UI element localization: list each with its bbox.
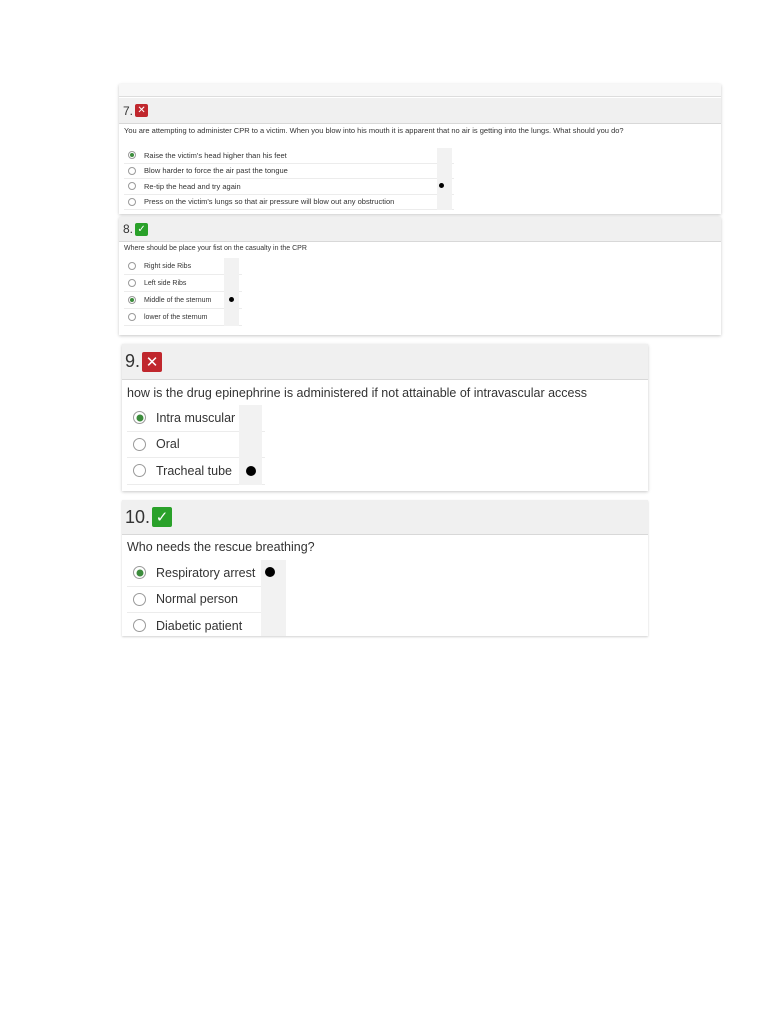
correct-answer-dot-icon	[439, 183, 444, 188]
question-number: 8.	[123, 222, 134, 236]
question-7-options	[124, 148, 454, 210]
question-9-text: how is the drug epinephrine is administered if not attainable of intravascular access	[127, 386, 587, 400]
question-9-header	[122, 344, 648, 380]
question-8-options	[124, 258, 242, 326]
option-label: Diabetic patient	[156, 618, 243, 633]
correct-check-icon: ✓	[135, 223, 148, 236]
previous-question-remnant	[119, 84, 721, 97]
answer-option[interactable]	[124, 179, 454, 195]
radio-icon[interactable]	[133, 464, 146, 477]
radio-icon[interactable]	[128, 313, 136, 321]
question-10-options	[127, 560, 282, 636]
question-8-card	[119, 217, 721, 335]
option-label: Press on the victim's lungs so that air pressure will blow out any obstruction	[144, 197, 395, 207]
radio-icon[interactable]	[133, 593, 146, 606]
question-number: 7.	[123, 103, 134, 118]
question-10-card	[122, 500, 648, 636]
incorrect-x-icon: ✕	[135, 104, 148, 117]
question-7-text: You are attempting to administer CPR to a victim. When you blow into his mouth it is apparent that no air is getting into the lungs. What should you do?	[124, 126, 624, 135]
question-7-header	[119, 98, 721, 124]
question-9-card	[122, 344, 648, 491]
question-7-card	[119, 84, 721, 214]
answer-option[interactable]	[127, 560, 282, 587]
question-9-options	[127, 405, 265, 485]
answer-marker-column	[224, 258, 239, 326]
answer-option[interactable]	[127, 587, 282, 614]
question-8-text: Where should be place your fist on the casualty in the CPR	[124, 245, 307, 252]
question-8-header	[119, 217, 721, 242]
correct-check-icon: ✓	[152, 507, 172, 527]
answer-option[interactable]	[127, 613, 282, 636]
answer-option[interactable]	[124, 148, 454, 164]
correct-answer-dot-icon	[246, 466, 256, 476]
option-label: Oral	[156, 437, 180, 452]
question-number: 9.	[125, 351, 141, 371]
option-label: Normal person	[156, 592, 238, 607]
radio-selected-icon[interactable]	[133, 566, 146, 579]
radio-icon[interactable]	[128, 279, 136, 287]
question-10-text: Who needs the rescue breathing?	[127, 540, 315, 554]
radio-icon[interactable]	[128, 167, 136, 175]
radio-icon[interactable]	[128, 198, 136, 206]
radio-selected-icon[interactable]	[128, 151, 136, 159]
radio-icon[interactable]	[133, 438, 146, 451]
radio-icon[interactable]	[128, 182, 136, 190]
question-number: 10.	[125, 506, 151, 527]
option-label: lower of the sternum	[144, 313, 208, 321]
correct-answer-dot-icon	[265, 567, 275, 577]
option-label: Tracheal tube	[156, 463, 232, 478]
radio-icon[interactable]	[128, 262, 136, 270]
option-label: Raise the victim's head higher than his feet	[144, 150, 287, 160]
option-label: Respiratory arrest	[156, 565, 256, 580]
incorrect-x-icon: ✕	[142, 352, 162, 372]
answer-option[interactable]	[124, 164, 454, 180]
option-label: Intra muscular	[156, 410, 236, 425]
option-label: Left side Ribs	[144, 279, 187, 287]
correct-answer-dot-icon	[229, 297, 234, 302]
answer-option[interactable]	[124, 195, 454, 211]
radio-icon[interactable]	[133, 619, 146, 632]
radio-selected-icon[interactable]	[128, 296, 136, 304]
option-label: Middle of the sternum	[144, 296, 212, 304]
option-label: Re-tip the head and try again	[144, 181, 241, 191]
option-label: Right side Ribs	[144, 262, 192, 270]
radio-selected-icon[interactable]	[133, 411, 146, 424]
option-label: Blow harder to force the air past the tongue	[144, 166, 288, 176]
answer-marker-column	[437, 148, 452, 210]
question-10-header	[122, 500, 648, 535]
